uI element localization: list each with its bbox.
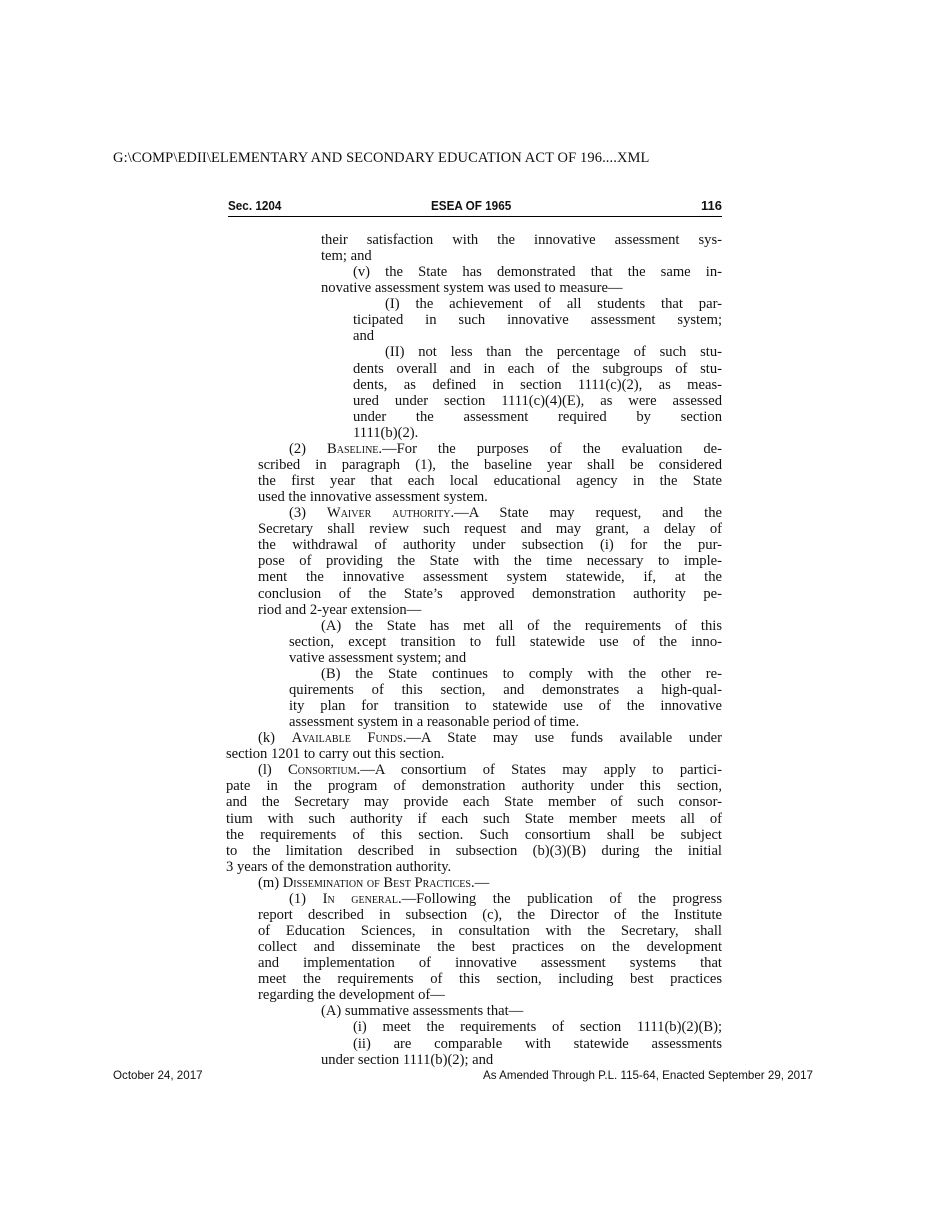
heading-small-caps: Consortium (288, 762, 357, 779)
line-text: the first year that each local educational agency in the State (258, 473, 722, 490)
line-text: (A) the State has met all of the requirements of this (321, 617, 722, 634)
line-text: their satisfaction with the innovative assessment sys- (321, 232, 722, 248)
text-line (353, 409, 722, 425)
text-line (226, 859, 451, 875)
file-path: G:\COMP\EDII\ELEMENTARY AND SECONDARY EDUCATION ACT OF 196....XML (113, 150, 650, 166)
line-text: .—For the purposes of the evaluation de- (378, 440, 722, 457)
line-text: Secretary shall review such request and may grant, a delay of (258, 521, 722, 538)
line-text: novative assessment system was used to measure— (321, 280, 623, 297)
line-text: tem; and (321, 248, 372, 265)
line-text: (B) the State continues to comply with the other re- (321, 665, 722, 682)
text-line (353, 425, 418, 441)
running-title: ESEA OF 1965 (431, 198, 512, 213)
text-line (385, 344, 722, 360)
line-text: tium with such authority if each such State member meets all of (226, 810, 722, 827)
text-line (353, 393, 722, 409)
footer-date: October 24, 2017 (113, 1069, 203, 1082)
text-line (258, 473, 722, 489)
line-text: under the assessment required by section (353, 408, 722, 425)
line-text: (ii) are comparable with statewide assessments (353, 1035, 722, 1052)
text-line (385, 296, 722, 312)
line-text: pate in the program of demonstration authority under this section, (226, 778, 722, 795)
text-line (353, 328, 374, 344)
text-line (289, 714, 579, 730)
line-text: used the innovative assessment system. (258, 489, 488, 506)
line-text: vative assessment system; and (289, 649, 467, 666)
line-text: .—A consortium of States may apply to partici- (356, 762, 722, 779)
heading-small-caps: Available Funds (291, 730, 403, 747)
page-header (228, 198, 722, 217)
paragraph-marker: (1) (289, 890, 323, 907)
text-line (289, 650, 466, 666)
line-text: and (353, 328, 375, 345)
line-text: ment the innovative assessment system statewide, if, at the (258, 569, 722, 586)
text-line (289, 505, 722, 521)
text-line (321, 1052, 493, 1068)
line-text: section 1201 to carry out this section. (226, 746, 445, 763)
line-text: the requirements of this section. Such consortium shall be subject (226, 826, 722, 843)
paragraph-marker: (l) (258, 762, 289, 779)
line-text: collect and disseminate the best practices on the development (258, 939, 722, 956)
line-text: .—Following the publication of the progress (397, 890, 723, 907)
line-text: ured under section 1111(c)(4)(E), as were assessed (353, 392, 722, 409)
heading-small-caps: Baseline (327, 440, 379, 457)
paragraph-marker: (k) (258, 730, 292, 747)
section-label: Sec. 1204 (228, 198, 282, 213)
line-text: (A) summative assessments that— (321, 1003, 524, 1020)
text-line (289, 682, 722, 698)
text-line (321, 248, 372, 264)
text-line (226, 778, 722, 794)
line-text: 3 years of the demonstration authority. (226, 858, 452, 875)
text-line (258, 489, 488, 505)
text-line (258, 907, 722, 923)
text-line (258, 553, 722, 569)
line-text: dents overall and in each of the subgroups of stu- (353, 360, 722, 377)
paragraph-marker: (2) (289, 440, 328, 457)
line-text: conclusion of the State’s approved demonstration authority pe- (258, 585, 722, 602)
text-line (353, 264, 722, 280)
page-number: 116 (701, 198, 722, 213)
line-text: the withdrawal of authority under subsection (i) for the pur- (258, 537, 722, 554)
line-text: scribed in paragraph (1), the baseline year shall be considered (258, 456, 722, 473)
text-line (258, 939, 722, 955)
text-line (226, 746, 444, 762)
line-text: .—A State may request, and the (450, 505, 722, 522)
heading-small-caps: Dissemination of Best Practices (282, 874, 471, 891)
line-text: assessment system in a reasonable period of time. (289, 714, 580, 731)
text-line (258, 457, 722, 473)
line-text: report described in subsection (c), the Director of the Institute (258, 906, 722, 923)
line-text: (I) the achievement of all students that par- (385, 296, 722, 313)
text-line (289, 891, 722, 907)
line-text: riod and 2-year extension— (258, 601, 422, 618)
heading-small-caps: In general (322, 890, 398, 907)
line-text: dents, as defined in section 1111(c)(2), as meas- (353, 376, 722, 393)
line-text: .— (470, 874, 490, 891)
footer-amended: As Amended Through P.L. 115-64, Enacted September 29, 2017 (482, 1069, 813, 1082)
text-line (353, 361, 722, 377)
line-text: 1111(b)(2). (353, 424, 419, 441)
line-text: ticipated in such innovative assessment system; (353, 312, 722, 329)
text-line (258, 569, 722, 585)
text-line (353, 377, 722, 393)
line-text: (i) meet the requirements of section 1111(b)(2)(B); (353, 1019, 722, 1036)
paragraph-marker: (m) (258, 874, 283, 891)
line-text: regarding the development of— (258, 987, 445, 1004)
text-line (258, 586, 722, 602)
text-line (226, 843, 722, 859)
line-text: quirements of this section, and demonstrates a high-qual- (289, 681, 722, 698)
text-line (321, 666, 722, 682)
text-line (258, 521, 722, 537)
text-line (353, 1019, 722, 1035)
text-line (321, 1003, 523, 1019)
line-text: .—A State may use funds available under (402, 730, 722, 747)
line-text: and implementation of innovative assessment systems that (258, 955, 722, 972)
line-text: of Education Sciences, in consultation with the Secretary, shall (258, 923, 722, 939)
line-text: section, except transition to full statewide use of the inno- (289, 633, 722, 650)
line-text: (v) the State has demonstrated that the same in- (353, 264, 722, 281)
text-line (258, 875, 489, 891)
line-text: to the limitation described in subsection (b)(3)(B) during the initial (226, 842, 722, 859)
text-line (258, 955, 722, 971)
line-text: under section 1111(b)(2); and (321, 1051, 494, 1068)
text-line (226, 827, 722, 843)
line-text: (II) not less than the percentage of such stu- (385, 344, 722, 361)
text-line (289, 634, 722, 650)
text-line (321, 280, 623, 296)
text-line (258, 987, 445, 1003)
text-line (321, 618, 722, 634)
text-line (289, 441, 722, 457)
line-text: ity plan for transition to statewide use of the innovative (289, 698, 722, 715)
text-line (321, 232, 722, 248)
text-line (258, 923, 722, 939)
text-line (226, 794, 722, 810)
text-line (258, 602, 421, 618)
paragraph-marker: (3) (289, 505, 327, 522)
text-line (258, 762, 722, 778)
text-line (258, 730, 722, 746)
text-line (258, 537, 722, 553)
line-text: meet the requirements of this section, including best practices (258, 971, 722, 988)
text-line (353, 1036, 722, 1052)
line-text: pose of providing the State with the time necessary to imple- (258, 553, 722, 570)
heading-small-caps: Waiver authority (326, 505, 451, 522)
text-line (353, 312, 722, 328)
text-line (289, 698, 722, 714)
text-line (258, 971, 722, 987)
text-line (226, 811, 722, 827)
line-text: and the Secretary may provide each State member of such consor- (226, 794, 722, 811)
